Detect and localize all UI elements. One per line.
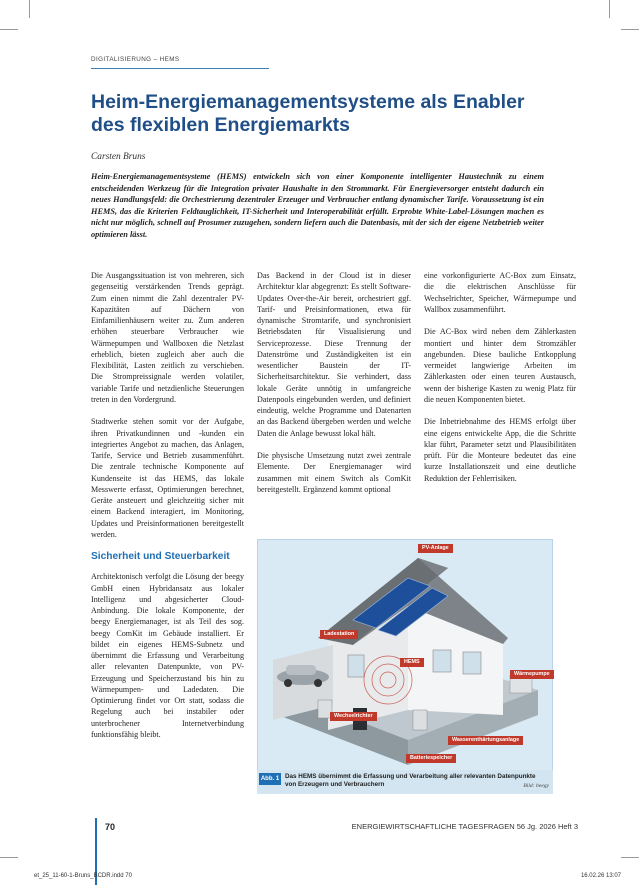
image-credit: Bild: beegy [523,783,549,789]
section-heading: Sicherheit und Steuerbarkeit [91,551,230,563]
caption-text: Das HEMS übernimmt die Erfassung und Verarbeitung aller relevanten Datenpunkte von Erzeugern und Verbrauchern [285,773,536,789]
crop-mark [621,857,639,858]
title-line: des flexiblen Energiemarkts [91,114,351,136]
label-hems: HEMS [400,658,424,667]
label-waermepumpe: Wärmepumpe [510,670,554,679]
paragraph: Die physische Umsetzung nutzt zwei zentrale Elemente. Der Energiemanager wird zusammen mit einem Switch als ComKit bereitgestellt. Ergänzend kommt optional [257,451,411,494]
paragraph: eine vorkonfigurierte AC-Box zum Einsatz, die die elektrischen Anschlüsse für Wechselrichter, Speicher, Wärmepumpe und Wallbox zusammenführt. [424,271,576,314]
paragraph: Stadtwerke stehen somit vor der Aufgabe, ihren Privatkundinnen und -kunden ein integriertes Angebot zu machen, das Anlagen, Tarife, Service und Betrieb zusammenführt. Die zentrale technische Komponente auf Kundenseite ist das HEMS, das lokale Messwerte erfasst, Optimierungen berechnet, Geräte ansteuert und gleichzeitig sicher mit einem Backend interagiert, im Monitoring, Updates und Preisinformationen bereitgestellt werden. [91,417,244,539]
slug-left: et_25_11-60-1-Bruns_BCDR.indd 70 [34,873,132,879]
paragraph: Architektonisch verfolgt die Lösung der beegy GmbH einen Hybridansatz aus lokaler Intelligenz und abgesicherter Cloud-Anbindung. Die lokale Komponente, der beegy Energiemanager, ist als Teil des sog. beegy ComKit im Gebäude installiert. Er bildet ein eigenes HEMS-Subnetz und übernimmt die Erfassung und Verarbeitung aller relevanten Datenpunkte, von PV-Erzeugung und Speicherzustand bis hin zu Wärmepumpen- und Ladedaten. Die Optimierung findet vor Ort statt, sodass die Regelung auch bei instabiler oder unterbrochener Internetverbindung funktionsfähig bleibt. [91,572,244,739]
label-batterie: Batteriespeicher [406,754,456,763]
paragraph: Die Inbetriebnahme des HEMS erfolgt über eine eigens entwickelte App, die die Schritte klar führt, Parameter setzt und Plausibilitäten prüft. Für die Monteure bedeutet das eine kurze Installationszeit und eine deutliche Reduktion der Fehlerrisiken. [424,417,576,483]
paragraph: Die Ausgangssituation ist von mehreren, sich gegenseitig verstärkenden Trends geprägt. Zum einen nimmt die Zahl dezentraler PV-Kapazitäten auf Dächern von Einfamilienhäusern weiter zu. Zum anderen erhöhen steuerbare Verbraucher wie Wärmepumpen und Wallboxen die Netzlast erheblich, bieten zugleich aber auch die Flexibilität, Lasten zeitlich zu verschieben. Die Strompreissignale werden volatiler, variable Tarife und netzdienliche Steuerungen treten in den Vordergrund. [91,271,244,404]
title-line: Heim-Energiemanagementsysteme als Enabler [91,91,525,113]
section-kicker: DIGITALISIERUNG – HEMS [91,56,269,69]
house-illustration [257,539,553,794]
figure-caption [257,770,553,794]
label-wechselrichter: Wechselrichter [330,712,377,721]
crop-mark [621,29,639,30]
column-1 [91,270,244,751]
figure-number: Abb. 1 [259,773,281,785]
author: Carsten Bruns [91,152,146,162]
page-number: 70 [105,822,116,832]
label-ladestation: Ladestation [320,630,358,639]
label-pv: PV-Anlage [418,544,453,553]
journal-name: ENERGIEWIRTSCHAFTLICHE TAGESFRAGEN 56 Jg. 2026 Heft 3 [351,822,578,831]
lead-paragraph: Heim-Energiemanagementsysteme (HEMS) entwickeln sich von einer Komponente intelligenter Haustechnik zu einem entscheidenden Werkzeug für die Integration privater Haushalte in den Strommarkt. Für Energieversorger entsteht dadurch ein neues Handlungsfeld: die Orchestrierung dezentraler Erzeuger und Verbraucher entlang dynamischer Tarife. Voraussetzung ist ein HEMS, das die Kriterien Feldtauglichkeit, IT-Sicherheit und Interoperabilität erfüllt. Erprobte White-Label-Lösungen machen es nicht nur möglich, schnell auf Prosumer zuzugehen, sondern liefern auch die Datenbasis, mit der sich der eigene Netzbetrieb weiter optimieren lässt. [91,172,544,239]
article-title [91,91,551,137]
column-2 [257,270,411,506]
crop-mark [0,857,18,858]
column-3 [424,270,576,495]
label-wasser: Wasserenthärtungsanlage [448,736,523,745]
crop-mark [0,29,18,30]
slug-right: 16.02.26 13:07 [580,873,621,879]
paragraph: Die AC-Box wird neben dem Zählerkasten montiert und hinter dem Stromzähler angebunden. Diese bauliche Entkopplung vermeidet langwierige Arbeiten im Zählerkasten oder einen teuren Austausch, wenn der bisherige Kasten zu wenig Platz für die neuen Komponenten bietet. [424,327,576,404]
crop-mark [29,0,30,18]
paragraph: Das Backend in der Cloud ist in dieser Architektur klar abgegrenzt: Es stellt Software-Updates Over-the-Air bereit, orchestriert ggf. Tarif- und Preisinformationen, etwa für dynamische Stromtarife, und synchronisiert Betriebsdaten für Visualisierung und Serviceprozesse. Diese Trennung der Datenströme und Zuständigkeiten ist ein wesentlicher Baustein der IT-Sicherheitsarchitektur. Sie verhindert, dass lokale Geräte unnötig in umfangreiche Datenpools eingebunden werden, und definiert eindeutig, welche Programme und Datenarten an das Backend übergeben werden und welche Daten die Anlage bewusst lokal hält. [257,271,411,438]
crop-mark [609,0,610,18]
